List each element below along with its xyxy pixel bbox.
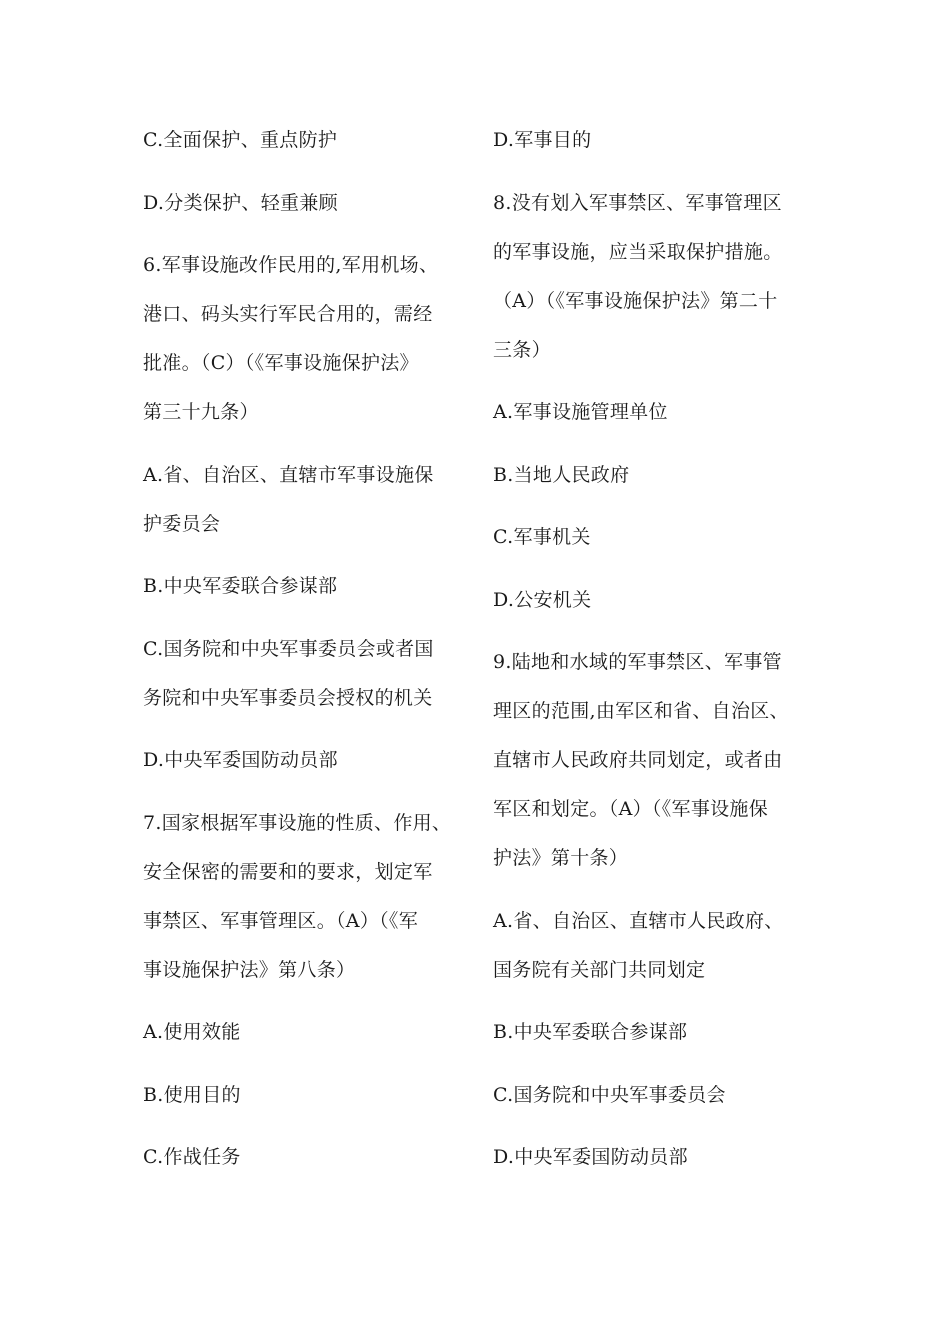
q9-option-b: B.中央军委联合参谋部 <box>493 1021 688 1043</box>
q8-option-a: A.军事设施管理单位 <box>493 401 668 423</box>
q9-option-c: C.国务院和中央军事委员会 <box>493 1083 726 1106</box>
q6-option-d: D.中央军委国防动员部 <box>143 749 338 771</box>
q7-option-d: D.军事目的 <box>493 129 592 151</box>
q9-option-a: A.省、自治区、直辖市人民政府、 国务院有关部门共同划定 <box>493 909 784 981</box>
q8-option-c: C.军事机关 <box>493 526 591 548</box>
q8-option-d: D.公安机关 <box>493 588 592 611</box>
q6-option-b: B.中央军委联合参谋部 <box>143 575 338 597</box>
q9-option-d: D.中央军委国防动员部 <box>493 1146 688 1168</box>
left-column <box>143 116 465 1182</box>
question-9: 9.陆地和水域的军事禁区、军事管 理区的范围,由军区和省、自治区、 直辖市人民政府共同划定，或者由 军区和划定。（A）（《军事设施保 护法》第十条） <box>493 651 789 869</box>
q7-option-a: A.使用效能 <box>143 1021 241 1043</box>
question-7: 7.国家根据军事设施的性质、作用、 安全保密的需要和的要求，划定军 事禁区、军事管理区。（A）（《军 事设施保护法》第八条） <box>143 811 452 981</box>
q5-option-d: D.分类保护、轻重兼顾 <box>143 191 338 214</box>
right-column <box>493 116 815 1182</box>
q7-option-b: B.使用目的 <box>143 1083 241 1106</box>
question-8: 8.没有划入军事禁区、军事管理区 的军事设施，应当采取保护措施。 （A）（《军事设施保护法》第二十 三条） <box>493 191 783 361</box>
question-6: 6.军事设施改作民用的,军用机场、 港口、码头实行军民合用的，需经 批准。（C）（《军事设施保护法》 第三十九条） <box>143 254 439 423</box>
q8-option-b: B.当地人民政府 <box>493 463 630 486</box>
q6-option-c: C.国务院和中央军事委员会或者国 务院和中央军事委员会授权的机关 <box>143 637 434 709</box>
q7-option-c: C.作战任务 <box>143 1146 241 1168</box>
q6-option-a: A.省、自治区、直辖市军事设施保 护委员会 <box>143 463 434 535</box>
q5-option-c: C.全面保护、重点防护 <box>143 129 338 151</box>
